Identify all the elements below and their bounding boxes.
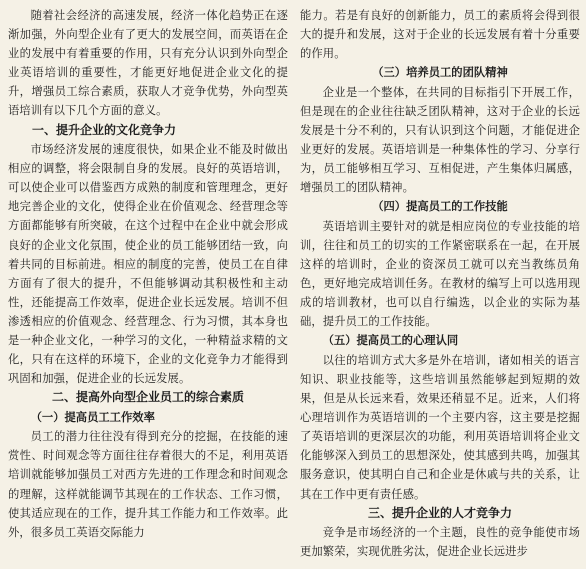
culture-paragraph: 市场经济发展的速度很快，如果企业不能及时做出相应的调整，将会限制自身的发展。良好的英语培训，可以使企业可以借鉴西方成熟的制度和管理理念，更好地完善企业的文化，使得企业在价值观念、经营理念等方面都能够有所突破，在这个过程中在企业中就会形成良好的企业文化氛围，使企业的员工能够团结一致，向着共同的目标前进。相应的制度的完善，使员工在自律方面有了很大的提升，不但能够调动其积极性和主动性，还能提高工作效率，促进企业长远发展。培训不但渗透相应的价值观念、经营理念、行为习惯，其本身也是一种企业文化，一种学习的文化，一种精益求精的文化，只有在这样的环境下，企业的文化竞争力才能得到巩固和加强，促进企业的长远发展。 bbox=[8, 143, 288, 386]
section-heading-quality: 二、提高外向型企业员工的综合素质 bbox=[51, 390, 244, 405]
talent-paragraph: 竞争是市场经济的一个主题，良性的竞争能使市场更加繁荣，实现优胜劣汰，促进企业长远进步 bbox=[300, 526, 580, 559]
work-skills-paragraph: 英语培训主要针对的就是相应岗位的专业技能的培训，往往和员工的切实的工作紧密联系在一起，在开展这样的培训时，企业的资深员工就可以充当教练员角色，更好地完成培训任务。在教材的编写上可以选用现成的培训教材，也可以自行编选，以企业的实际为基础，提升员工的工作技能。 bbox=[300, 219, 580, 329]
efficiency-paragraph: 员工的潜力往往没有得到充分的挖掘，在技能的速赏性、时间观念等方面往往存着很大的不足，利用英语培训就能够加强员工对西方先进的工作理念和时间观念的理解，这样就能调节其现在的工作状态、工作习惯，使其适应现在的工作，提升其工作能力和工作效率。此外，很多员工英语交际能力 bbox=[8, 430, 288, 539]
section-heading-culture: 一、提升企业的文化竞争力 bbox=[32, 122, 177, 137]
right-column bbox=[300, 6, 580, 569]
left-column bbox=[8, 6, 288, 569]
subheading-team-spirit: （三）培养员工的团队精神 bbox=[372, 66, 508, 80]
subheading-efficiency: （一）提高员工工作效率 bbox=[30, 410, 155, 424]
team-spirit-paragraph: 企业是一个整体，在共同的目标指引下开展工作，但是现在的企业往往缺乏团队精神，这对于企业的长远发展是十分不利的，只有认识到这个问题，才能促进企业更好的发展。英语培训是一种集体性的学习、分享行为，员工能够相互学习、互相促进，产生集体归属感，增强员工的团队精神。 bbox=[300, 85, 580, 195]
innovation-paragraph-continued: 能力。若是有良好的创新能力，员工的素质将会得到很大的提升和发展，这对于企业的长远发展有着十分重要的作用。 bbox=[300, 9, 580, 61]
intro-paragraph: 随着社会经济的高速发展，经济一体化趋势正在逐渐加强，外向型企业有了更大的发展空间，而英语在企业的发展中有着重要的作用，只有充分认识到外向型企业英语培训的重要性，才能更好地促进企业文化的提升，增强员工综合素质，获取人才竞争优势，外向型英语培训有以下几个方面的意义。 bbox=[8, 9, 288, 118]
subheading-work-skills: （四）提高员工的工作技能 bbox=[372, 200, 508, 214]
psychological-identity-paragraph: 以往的培训方式大多是外在培训，诸如相关的语言知识、职业技能等，这些培训虽然能够起到短期的效果，但是从长远来看，效果还稍显不足。近来，人们将心理培训作为英语培训的一个主要内容，这主要是挖掘了英语培训的更深层次的功能，利用英语培训将企业文化能够深入到员工的思想深处，使其感到共鸣，加强其服务意识，使其明白自己和企业是休戚与共的关系，让其在工作中更有责任感。 bbox=[300, 353, 580, 501]
section-heading-talent: 三、提升企业的人才竞争力 bbox=[367, 505, 512, 520]
subheading-psychological-identity: （五）提高员工的心理认同 bbox=[322, 334, 459, 348]
